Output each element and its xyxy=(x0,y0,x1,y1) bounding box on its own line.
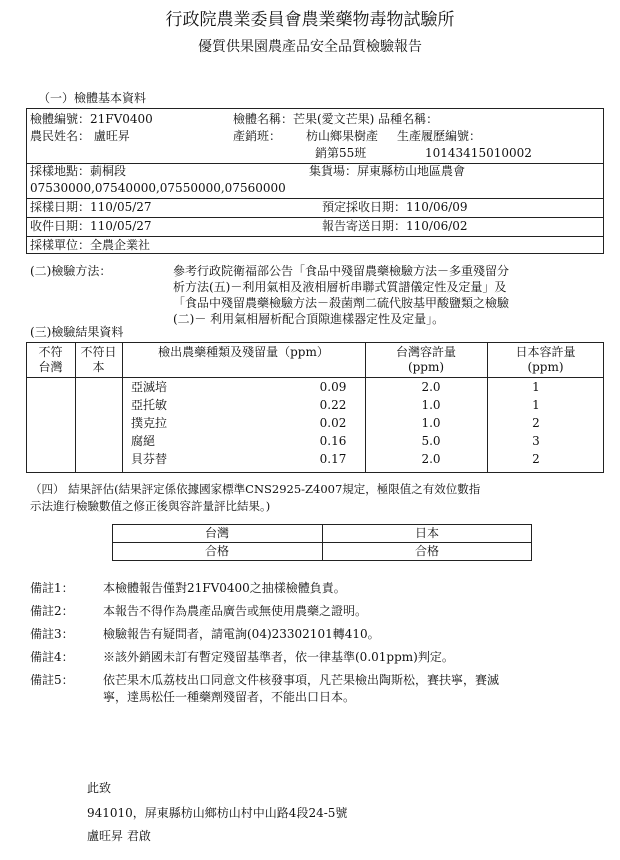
residue-value: 0.09 xyxy=(319,380,347,394)
jp-limit-value: 1 xyxy=(532,398,540,412)
jp-limit-value: 1 xyxy=(532,380,540,394)
note-text-continued: 寧，達馬松任一種藥劑殘留者，不能出口日本。 xyxy=(103,690,356,704)
section2-heading: (二)檢驗方法： xyxy=(30,264,112,278)
section3-heading: (三)檢驗結果資料 xyxy=(30,325,124,339)
note-text: 本報告不得作為農產品廣告或無使用農藥之證明。 xyxy=(103,604,368,618)
note-text: 檢驗報告有疑問者，請電詢(04)23302101轉410。 xyxy=(103,627,380,641)
note-label: 備註4： xyxy=(30,650,74,664)
section1-heading: （一）檢體基本資料 xyxy=(38,91,147,105)
location-codes: 07530000,07540000,07550000,07560000 xyxy=(30,181,286,195)
divider xyxy=(26,236,604,237)
jp-limit-value: 2 xyxy=(532,416,540,430)
tw-limit-value: 5.0 xyxy=(421,434,441,448)
note-label: 備註2： xyxy=(30,604,74,618)
note-text: ※該外銷國未訂有暫定殘留基準者，依一律基準(0.01ppm)判定。 xyxy=(103,650,454,664)
col-header-jp-limit xyxy=(487,345,604,375)
evaluation-line1: （四） 結果評估(結果評定係依據國家標準CNS2925-Z4007規定，極限值之有效位數指 xyxy=(30,482,481,496)
tw-limit-value: 2.0 xyxy=(421,380,441,394)
sampling-location: 採樣地點：莿桐段 xyxy=(30,164,127,178)
col-header-pesticide: 檢出農藥種類及殘留量（ppm） xyxy=(158,345,329,359)
pesticide-name: 腐絕 xyxy=(131,434,156,448)
jp-limit-value: 3 xyxy=(532,434,540,448)
planned-harvest: 預定採收日期：110/06/09 xyxy=(322,200,468,214)
residue-value: 0.16 xyxy=(319,434,347,448)
pesticide-name: 亞托敏 xyxy=(131,398,168,412)
market: 集貨場：屏東縣枋山地區農會 xyxy=(309,164,466,178)
tw-limit-value: 1.0 xyxy=(421,398,441,412)
divider xyxy=(26,217,604,218)
note-text: 本檢體報告僅對21FV0400之抽樣檢體負責。 xyxy=(103,581,346,595)
col-header-line: 不符 xyxy=(38,345,63,359)
sampler: 採樣單位：全農企業社 xyxy=(30,238,151,252)
closing-salutation: 此致 xyxy=(87,781,112,795)
col-header-tw-limit xyxy=(365,345,487,375)
note-label: 備註1： xyxy=(30,581,74,595)
history-label: 生產履歷編號： xyxy=(397,129,482,143)
sample-name: 檢體名稱：芒果(愛文芒果) 品種名稱： xyxy=(233,112,439,126)
col-header-line: 本 xyxy=(92,360,105,374)
recipient-name: 盧旺昇 君啟 xyxy=(87,829,151,843)
col-header-jp-fail xyxy=(75,345,122,375)
residue-value: 0.22 xyxy=(319,398,347,412)
col-header-line: 不符日 xyxy=(80,345,117,359)
table-header-divider xyxy=(26,377,604,378)
note-label: 備註3： xyxy=(30,627,74,641)
tw-limit-value: 2.0 xyxy=(421,452,441,466)
report-date: 報告寄送日期：110/06/02 xyxy=(322,219,468,233)
eval-result-jp: 合格 xyxy=(414,544,439,558)
production-class-line2: 銷第55班 xyxy=(315,146,367,160)
method-line: 「食品中殘留農藥檢驗方法－殺菌劑二硫代胺基甲酸鹽類之檢驗 xyxy=(173,296,510,310)
history-no: 10143415010002 xyxy=(425,146,532,160)
production-class-line1: 枋山鄉果樹產 xyxy=(306,129,379,143)
method-line: (二)－ 利用氣相層析配合頂隙進樣器定性及定量」。 xyxy=(173,312,445,326)
divider xyxy=(26,198,604,199)
sample-no: 檢體編號：21FV0400 xyxy=(30,112,153,126)
pesticide-name: 亞滅培 xyxy=(131,380,168,394)
org-title: 行政院農業委員會農業藥物毒物試驗所 xyxy=(165,10,455,30)
report-title: 優質供果園農產品安全品質檢驗報告 xyxy=(198,39,422,55)
residue-value: 0.02 xyxy=(319,416,347,430)
production-class-label: 產銷班： xyxy=(233,129,282,143)
col-header-line: (ppm) xyxy=(407,360,445,374)
col-header-line: 日本容許量 xyxy=(515,345,576,359)
eval-result-tw: 合格 xyxy=(204,544,229,558)
recipient-address: 941010，屏東縣枋山鄉枋山村中山路4段24-5號 xyxy=(87,806,348,820)
col-header-line: (ppm) xyxy=(527,360,564,374)
residue-value: 0.17 xyxy=(319,452,347,466)
pesticide-name: 撲克拉 xyxy=(131,416,168,430)
method-line: 析方法(五)－利用氣相及液相層析串聯式質譜儀定性及定量」及 xyxy=(173,280,507,294)
col-header-line: 台灣容許量 xyxy=(395,345,456,359)
jp-limit-value: 2 xyxy=(532,452,540,466)
note-text: 依芒果木瓜荔枝出口同意文件核發事項，凡芒果檢出陶斯松，賽扶寧，賽滅 xyxy=(103,673,500,687)
farmer-name: 農民姓名： 盧旺昇 xyxy=(30,129,130,143)
pesticide-name: 貝芬替 xyxy=(131,452,168,466)
tw-limit-value: 1.0 xyxy=(421,416,441,430)
sample-date: 採樣日期：110/05/27 xyxy=(30,200,152,214)
eval-col-jp: 日本 xyxy=(414,526,439,540)
column-divider xyxy=(122,342,123,473)
evaluation-line2: 示法進行檢驗數值之修正後與容許量評比結果。) xyxy=(30,499,271,513)
method-line: 參考行政院衛福部公告「食品中殘留農藥檢驗方法－多重殘留分 xyxy=(173,264,510,278)
receive-date: 收件日期：110/05/27 xyxy=(30,219,152,233)
note-label: 備註5： xyxy=(30,673,74,687)
col-header-tw-fail xyxy=(26,345,75,375)
eval-col-tw: 台灣 xyxy=(204,526,229,540)
col-header-line: 台灣 xyxy=(38,360,63,374)
